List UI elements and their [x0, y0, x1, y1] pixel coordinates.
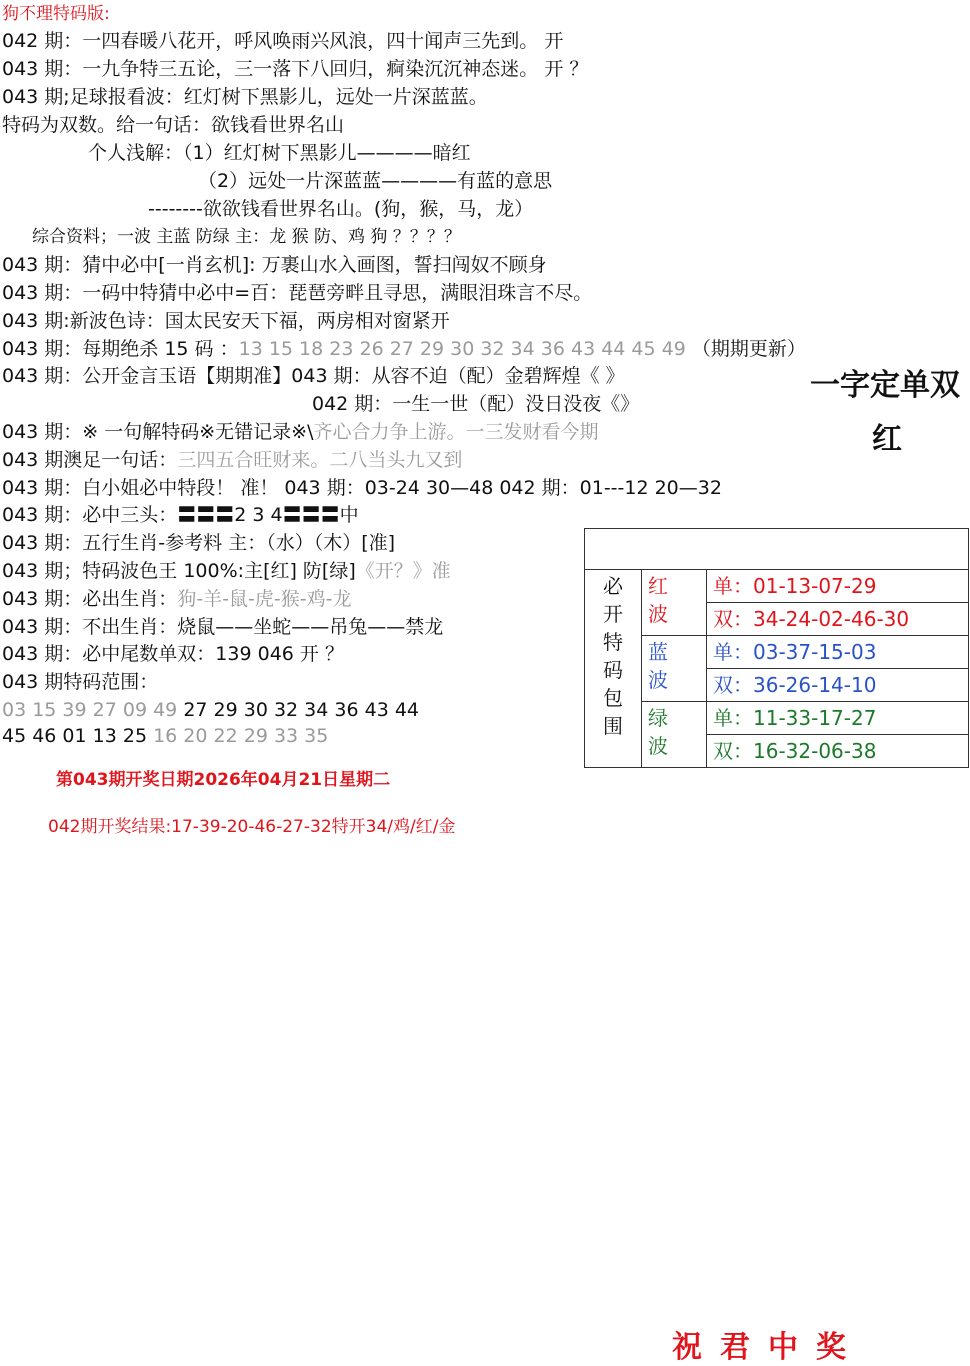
- line-football: 043 期;足球报看波：红灯树下黑影儿，远处一片深蓝蓝。: [2, 86, 488, 108]
- line-042-poem: 042 期：一四春暖八花开，呼风唤雨兴风浪，四十闻声三先到。 开: [2, 30, 564, 52]
- side-note-red: 红: [872, 422, 902, 457]
- range-line-2: [2, 724, 328, 748]
- line-wuxing: 043 期：五行生肖-参考料 主：（水）（木）[准]: [2, 532, 396, 554]
- bose-prefix: 043 期；特码波色王 100%:主[红] 防[绿]: [2, 560, 356, 582]
- wave-red: 红 波: [642, 570, 707, 636]
- line-aozu: [2, 448, 462, 472]
- line-wave-poem: 043 期:新波色诗：国太民安天下福，两房相对窗紧开: [2, 310, 450, 332]
- line-weishu: 043 期：必中尾数单双：139 046 开 ？: [2, 643, 344, 665]
- line-yima: 043 期：一码中特猜中必中=百：琵琶旁畔且寻思，满眼泪珠言不尽。: [2, 282, 593, 304]
- line-explain-3: --------欲欲钱看世界名山。(狗，猴，马，龙）: [148, 198, 534, 220]
- kill15-suffix: （期期更新）: [691, 338, 806, 360]
- bao-label: 必 开 特 码 包 围: [585, 570, 642, 768]
- aozu-text: 三四五合旺财来。二八当头九又到: [177, 449, 463, 471]
- line-fanwei: 043 期特码范围：: [2, 671, 159, 693]
- last-result: 042期开奖结果:17-39-20-46-27-32特开34/鸡/红/金: [48, 817, 456, 837]
- bao-header: [585, 529, 969, 570]
- kill15-prefix: 043 期：每期绝杀 15 码 ：: [2, 338, 239, 360]
- line-yixiao: 043 期：猜中必中[一肖玄机]: 万裹山水入画图，誓扫闯奴不顾身: [2, 254, 547, 276]
- bichu-text: 狗-羊-鼠-虎-猴-鸡-龙: [177, 588, 352, 610]
- line-jinyan: 043 期：公开金言玉语【期期准】043 期：从容不迫（配）金碧辉煌《 》: [2, 365, 625, 387]
- line-bichu: [2, 587, 351, 611]
- wave-blue: 蓝 波: [642, 636, 707, 702]
- range-black-2: 45 46 01 13 25: [2, 725, 148, 747]
- line-yiju: [2, 420, 599, 444]
- green-shuang: 双：16-32-06-38: [707, 735, 969, 768]
- line-kill15: [2, 337, 806, 361]
- line-explain-1: 个人浅解：（1）红灯树下黑影儿————暗红: [88, 142, 471, 164]
- range-black-1: 27 29 30 32 34 36 43 44: [183, 699, 420, 721]
- line-jinyan-042: 042 期：一生一世（配）没日没夜《》: [312, 393, 640, 415]
- line-summary: 综合资料；一波 主蓝 防绿 主：龙 猴 防、鸡 狗 ？？？？: [32, 227, 461, 247]
- red-dan: 单：01-13-07-29: [707, 570, 969, 603]
- range-line-1: [2, 698, 419, 722]
- red-shuang: 双：34-24-02-46-30: [707, 603, 969, 636]
- blue-shuang: 双：36-26-14-10: [707, 669, 969, 702]
- blue-dan: 单：03-37-15-03: [707, 636, 969, 669]
- kaijiang-date: 第043期开奖日期2026年04月21日星期二: [56, 770, 391, 790]
- yiju-prefix: 043 期：※ 一句解特码※无错记录※\: [2, 421, 314, 443]
- green-dan: 单：11-33-17-27: [707, 702, 969, 735]
- range-grey-1: 03 15 39 27 09 49: [2, 699, 178, 721]
- bichu-prefix: 043 期：必出生肖：: [2, 588, 178, 610]
- line-explain-2: （2）远处一片深蓝蓝————有蓝的意思: [198, 170, 553, 192]
- line-santou: 043 期：必中三头：〓〓〓2 3 4〓〓〓中: [2, 504, 359, 526]
- wave-green: 绿 波: [642, 702, 707, 768]
- aozu-prefix: 043 期澳足一句话：: [2, 449, 178, 471]
- line-even-hint: 特码为双数。给一句话：欲钱看世界名山: [2, 114, 345, 136]
- line-buchu: 043 期：不出生肖：烧鼠——坐蛇——吊兔——禁龙: [2, 616, 444, 638]
- yiju-text: 齐心合力争上游。一三发财看今期: [313, 421, 599, 443]
- bose-text: 《开？》准: [355, 560, 451, 582]
- kill15-numbers: 13 15 18 23 26 27 29 30 32 34 36 43 44 45 49: [238, 338, 686, 360]
- line-043-poem: 043 期：一九争特三五论，三一落下八回归，痾染沉沉神态迷。 开 ？: [2, 58, 589, 80]
- footer-blessing: 祝君中奖: [672, 1330, 864, 1365]
- range-grey-2: 16 20 22 29 33 35: [153, 725, 329, 747]
- page-title: 狗不理特码版:: [2, 4, 110, 24]
- bao-table: [584, 528, 969, 768]
- line-bose: [2, 559, 451, 583]
- side-note: 一字定单双: [810, 368, 960, 403]
- line-bai: 043 期：白小姐必中特段！ 准！ 043 期：03-24 30—48 042 期：01---12 20—32: [2, 477, 722, 499]
